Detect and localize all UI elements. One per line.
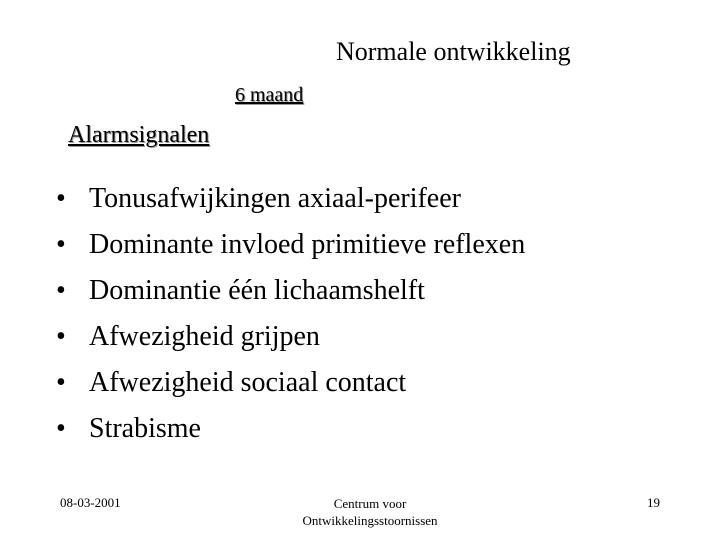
section-heading: Alarmsignalen xyxy=(68,122,210,148)
bullet-text: Tonusafwijkingen axiaal-perifeer xyxy=(89,183,461,214)
bullet-text: Strabisme xyxy=(89,413,201,444)
slide-subtitle: 6 maand xyxy=(235,84,304,106)
bullet-icon: • xyxy=(56,413,66,444)
bullet-text: Dominantie één lichaamshelft xyxy=(89,275,425,306)
bullet-icon: • xyxy=(56,275,66,306)
bullet-text: Afwezigheid sociaal contact xyxy=(89,367,407,398)
footer-organization-line2: Ontwikkelingsstoornissen xyxy=(302,513,438,528)
bullet-text: Dominante invloed primitieve reflexen xyxy=(89,229,526,260)
bullet-icon: • xyxy=(56,229,66,260)
bullet-icon: • xyxy=(56,183,66,214)
page-number: 19 xyxy=(647,495,660,510)
footer-organization-line1: Centrum voor xyxy=(333,496,407,511)
bullet-icon: • xyxy=(56,367,66,398)
slide-title: Normale ontwikkeling xyxy=(336,37,571,66)
bullet-text: Afwezigheid grijpen xyxy=(89,321,320,352)
footer-organization xyxy=(270,495,470,529)
footer-date: 08-03-2001 xyxy=(60,495,121,510)
bullet-icon: • xyxy=(56,321,66,352)
